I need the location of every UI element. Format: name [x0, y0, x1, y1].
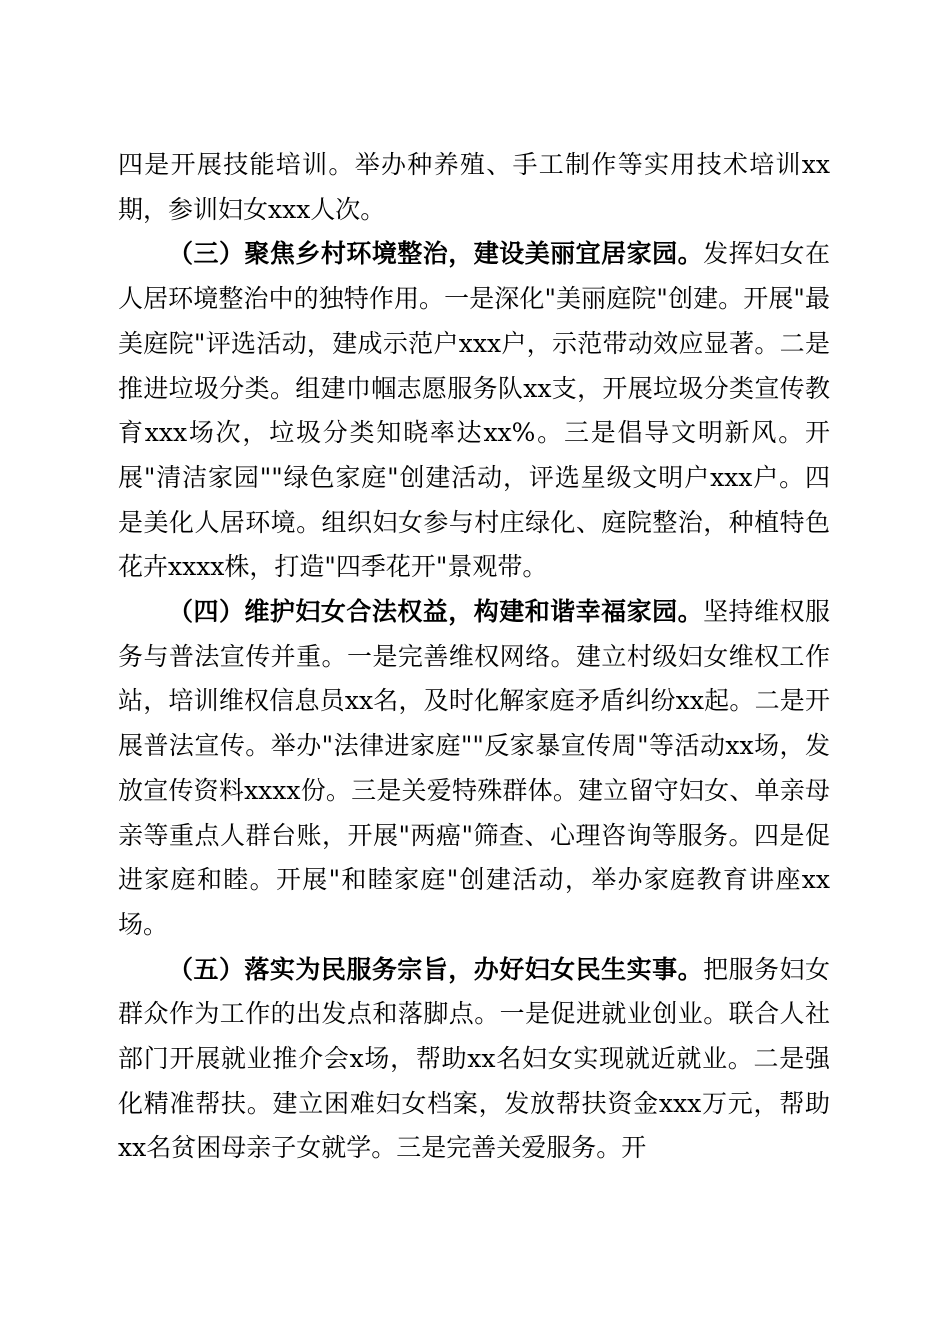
- paragraph-text: 四是开展技能培训。举办种养殖、手工制作等实用技术培训xx期，参训妇女xxx人次。: [118, 150, 830, 224]
- section-heading-3: （三）聚焦乡村环境整治，建设美丽宜居家园。: [168, 239, 704, 269]
- paragraph-text: 把服务妇女群众作为工作的出发点和落脚点。一是促进就业创业。联合人社部门开展就业推介会x场，帮助xx名妇女实现就近就业。二是强化精准帮扶。建立困难妇女档案，发放帮扶资金xxx万元，帮助xx名贫困母亲子女就学。三是完善关爱服务。开: [118, 954, 830, 1163]
- paragraph-skills-training: [118, 143, 830, 232]
- paragraph-section-5: [118, 948, 830, 1172]
- section-heading-4: （四）维护妇女合法权益，构建和谐幸福家园。: [168, 597, 704, 627]
- document-body: [118, 143, 830, 1171]
- paragraph-section-4: [118, 590, 830, 948]
- paragraph-text: 坚持维权服务与普法宣传并重。一是完善维权网络。建立村级妇女维权工作站，培训维权信息员xx名，及时化解家庭矛盾纠纷xx起。二是开展普法宣传。举办"法律进家庭""反家暴宣传周"等活动xx场，发放宣传资料xxxx份。三是关爱特殊群体。建立留守妇女、单亲母亲等重点人群台账，开展"两癌"筛查、心理咨询等服务。四是促进家庭和睦。开展"和睦家庭"创建活动，举办家庭教育讲座xx场。: [118, 597, 830, 939]
- paragraph-section-3: [118, 232, 830, 590]
- paragraph-text: 发挥妇女在人居环境整治中的独特作用。一是深化"美丽庭院"创建。开展"最美庭院"评选活动，建成示范户xxx户，示范带动效应显著。二是推进垃圾分类。组建巾帼志愿服务队xx支，开展垃圾分类宣传教育xxx场次，垃圾分类知晓率达xx%。三是倡导文明新风。开展"清洁家园""绿色家庭"创建活动，评选星级文明户xxx户。四是美化人居环境。组织妇女参与村庄绿化、庭院整治，种植特色花卉xxxx株，打造"四季花开"景观带。: [118, 239, 830, 582]
- section-heading-5: （五）落实为民服务宗旨，办好妇女民生实事。: [168, 954, 704, 984]
